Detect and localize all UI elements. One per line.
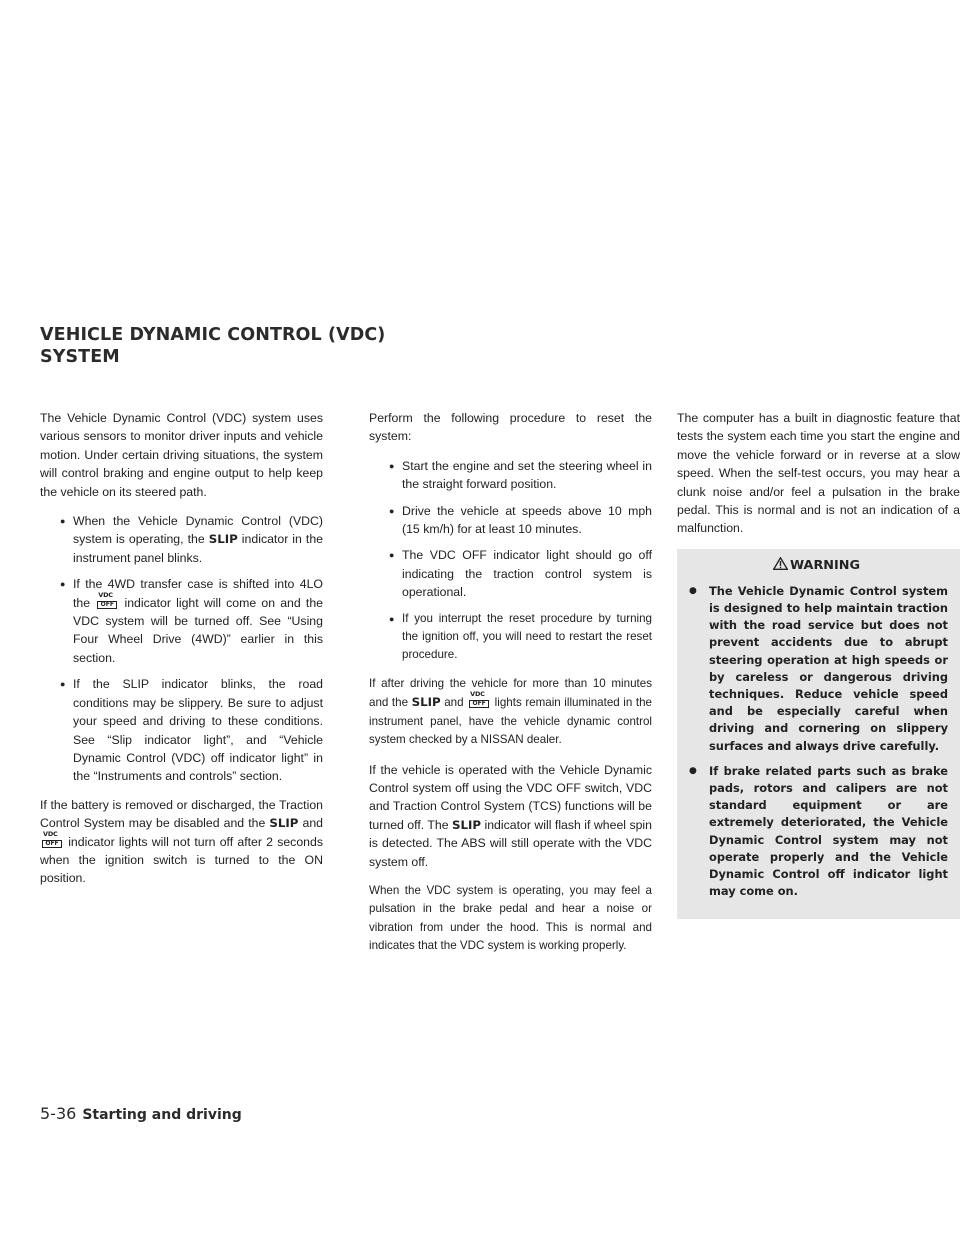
dealer-paragraph: If after driving the vehicle for more than 10 minutes and the SLIP and VDC OFF lights remain illuminated in the instrument panel, have the vehicle dynamic control system checked by a NISSAN dealer. [369,676,652,747]
slip-label: SLIP [452,817,482,832]
bullet-icon: ● [60,679,66,690]
battery-paragraph: If the battery is removed or discharged, the Traction Control System may be disabled and the SLIP and VDC OFF indicator lights will not turn off after 2 seconds when the ignition switch is turned to the ON position. [40,797,323,886]
section-title: VEHICLE DYNAMIC CONTROL (VDC) SYSTEM [40,325,386,367]
bullet-icon: ● [389,613,395,624]
bullet-icon: ● [389,505,395,516]
list-item: ● If the 4WD transfer case is shifted into 4LO the VDC OFF indicator light will come on and the VDC system will be turned off. See “Using Four Wheel Drive (4WD)” earlier in this section. [60,577,324,665]
vdc-off-indicator-icon: VDC OFF [42,834,62,848]
reset-steps-list [369,457,652,665]
bullet-icon: ● [60,579,66,590]
page-number: 5-36 [40,1104,77,1123]
list-item: ● If you interrupt the reset procedure by turning the ignition off, you will need to restart the reset procedure. [389,611,652,662]
slip-label: SLIP [269,816,299,831]
warning-title: WARNING [685,557,948,575]
list-item: ● When the Vehicle Dynamic Control (VDC) system is operating, the SLIP indicator in the instrument panel blinks. [60,514,323,565]
vdc-off-indicator-icon: VDC OFF [97,595,117,609]
list-item: ● The VDC OFF indicator light should go off indicating the traction control system is operational. [389,548,652,600]
column-3 [677,409,960,919]
list-item: ● Drive the vehicle at speeds above 10 mph (15 km/h) for at least 10 minutes. [389,503,652,537]
slip-label: SLIP [208,532,238,547]
chapter-title: Starting and driving [82,1107,242,1123]
bullet-icon: ● [689,765,697,776]
reset-intro: Perform the following procedure to reset the system: [369,411,652,444]
list-item: ● If the SLIP indicator blinks, the road conditions may be slippery. Be sure to adjust your speed and driving to these conditions. See “Slip indicator light”, and “Vehicle Dynamic Control (VDC) off indicator light” in the “Instruments and controls” section. [60,677,323,784]
list-item: ● If brake related parts such as brake pads, rotors and calipers are not standard equipment or are extremely deteriorated, the Vehicle Dynamic Control system may not operate properly and the Vehicle Dynamic Control off indicator light may come on. [689,763,948,899]
column-1 [40,409,323,899]
vdc-off-indicator-icon: VDC OFF [469,694,489,708]
vdc-bullet-list [40,512,323,786]
intro-paragraph: The Vehicle Dynamic Control (VDC) system uses various sensors to monitor driver inputs and vehicle motion. Under certain driving situations, the system will control braking and engine output to help keep the vehicle on its steered path. [40,411,323,499]
warning-triangle-icon [773,557,788,570]
bullet-icon: ● [389,550,395,561]
bullet-icon: ● [689,585,697,596]
pulsation-paragraph: When the VDC system is operating, you may feel a pulsation in the brake pedal and hear a noise or vibration from under the hood. This is normal and indicates that the VDC system is working properly. [369,883,652,953]
warning-box [677,549,960,919]
list-item: ● The Vehicle Dynamic Control system is designed to help maintain traction with the road service but does not prevent accidents due to abrupt steering operation at high speeds or by careless or dangerous driving techniques. Reduce vehicle speed and be especially careful when driving and cornering on slippery surfaces and always drive carefully. [689,583,948,753]
diagnostic-paragraph: The computer has a built in diagnostic feature that tests the system each time you start the engine and move the vehicle forward or in reverse at a slow speed. When the self-test occurs, you may hear a clunk noise and/or feel a pulsation in the brake pedal. This is normal and is not an indication of a malfunction. [677,411,960,536]
warning-list [685,583,948,901]
bullet-icon: ● [60,516,66,527]
vdc-off-paragraph: If the vehicle is operated with the Vehicle Dynamic Control system off using the VDC OFF switch, VDC and Traction Control System (TCS) functions will be turned off. The SLIP indicator will flash if wheel spin is detected. The ABS will still operate with the VDC system off. [369,762,653,869]
slip-label: SLIP [411,695,441,710]
page-footer [40,1104,242,1123]
column-2 [369,409,652,967]
bullet-icon: ● [389,460,395,471]
list-item: ● Start the engine and set the steering wheel in the straight forward position. [389,458,652,492]
